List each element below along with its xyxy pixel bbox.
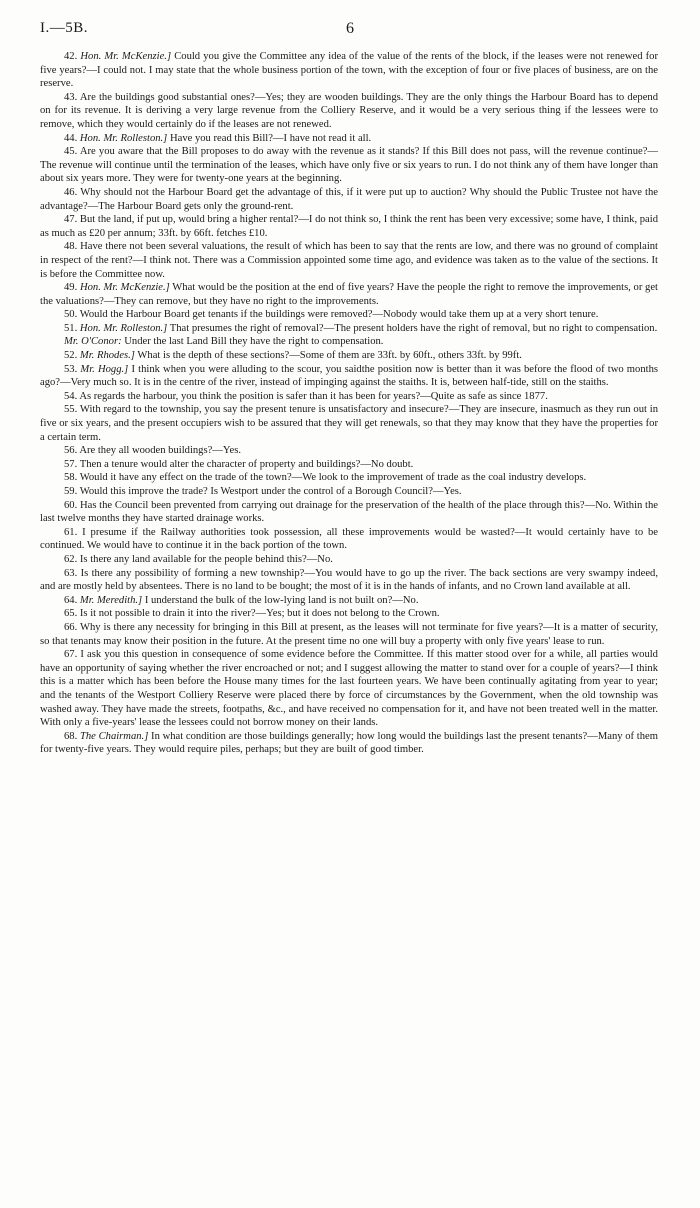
question-number: 64.: [64, 594, 78, 606]
question-number: 48.: [64, 241, 78, 253]
speaker-name: Mr. Meredith.]: [79, 594, 143, 606]
question-paragraph: [40, 499, 658, 526]
question-number: 46.: [64, 186, 78, 198]
question-paragraph: [40, 349, 658, 363]
question-number: 68.: [64, 730, 78, 742]
question-text: Is it not possible to drain it into the river?—Yes; but it does not belong to the Crown.: [79, 608, 440, 620]
question-text: In what condition are those buildings generally; how long would the buildings last the present tenants?—Many of them for twenty-five years. They would require piles, perhaps; but they are built of good timber.: [40, 730, 658, 756]
question-text: Would the Harbour Board get tenants if the buildings were removed?—Nobody would take them up at a very short tenure.: [79, 309, 599, 321]
speaker-name: Mr. Hogg.]: [80, 363, 129, 375]
question-text: Why should not the Harbour Board get the advantage of this, if it were put up to auction? Why should the Public Trustee not have the advantage?—The Harbour Board gets only the ground-rent.: [40, 186, 658, 212]
paper-reference: I.—5B.: [40, 20, 88, 36]
question-number: 50.: [64, 309, 78, 321]
question-number: 45.: [64, 146, 78, 158]
question-paragraph: [40, 458, 658, 472]
question-number: 58.: [64, 472, 78, 484]
question-text: Is there any possibility of forming a new township?—You would have to go up the river. The back sections are very swampy indeed, and are mostly held by absentees. There is no land to be bought; the most of it is in the hands of infants, and no Crown land available at all.: [40, 567, 659, 593]
question-paragraph: [40, 132, 658, 146]
question-text: But the land, if put up, would bring a higher rental?—I do not think so, I think the rent has been very excessive; some have, I think, paid as much as £20 per annum; 33ft. by 66ft. fetches £10.: [40, 214, 658, 239]
question-number: 65.: [64, 608, 78, 620]
question-paragraph: [40, 390, 658, 404]
page-number: 6: [346, 20, 354, 37]
question-number: 59.: [64, 486, 78, 497]
question-paragraph: [40, 567, 658, 594]
question-paragraph: [40, 526, 658, 553]
question-paragraph: [40, 648, 658, 730]
question-number: 42.: [64, 51, 78, 62]
speaker-name: Hon. Mr. McKenzie.]: [80, 51, 172, 62]
question-paragraph: [40, 308, 658, 322]
question-text: Are you aware that the Bill proposes to do away with the revenue as it stands? If this Bill does not pass, will the revenue continue?—The revenue will continue until the termination of the leases, which have only five or six years to run. I do not think any of them have longer than about six years more. They were for twenty-one years at the beginning.: [40, 146, 658, 185]
question-number: 43.: [64, 91, 78, 103]
question-paragraph: [40, 281, 658, 308]
question-text: Why is there any necessity for bringing in this Bill at present, as the leases will not terminate for five years?—It is a matter of security, so that tenants may know their position in the future. At the present time no one will buy a property with only five years' lease to run.: [40, 621, 658, 647]
question-number: 60.: [64, 499, 78, 511]
question-number: 61.: [64, 526, 78, 538]
question-text: Are the buildings good substantial ones?—Yes; they are wooden buildings. They are the only things the Harbour Board has to depend on for its revenue. It is deriving a very large revenue from the Colliery Reserve, and it would be a very serious thing if the lessees were to remove, which they would certainly do if the leases are not renewed.: [40, 91, 658, 130]
question-text: I presume if the Railway authorities took possession, all these improvements would be wasted?—It would certainly have to be continued. We would have to continue it in the back portion of the town.: [40, 526, 658, 552]
question-number: 62.: [64, 553, 78, 565]
question-number: 53.: [64, 363, 78, 375]
question-number: 67.: [64, 649, 78, 661]
question-text: Under the last Land Bill they have the right to compensation.: [124, 336, 384, 348]
page-header: [40, 20, 660, 42]
question-number: 56.: [64, 445, 78, 457]
question-number: 52.: [64, 350, 78, 362]
question-text: Then a tenure would alter the character of property and buildings?—No doubt.: [79, 458, 414, 470]
question-text: That presumes the right of removal?—The present holders have the right of removal, but no right to compensation.: [169, 322, 658, 334]
question-paragraph: [40, 145, 658, 186]
question-text: I understand the bulk of the low-lying land is not built on?—No.: [144, 594, 419, 606]
question-paragraph: [40, 213, 658, 240]
speaker-name: Hon. Mr. Rolleston.]: [79, 132, 168, 144]
question-paragraph: [40, 594, 658, 608]
question-paragraph: [40, 91, 658, 132]
question-number: 49.: [64, 282, 78, 294]
evidence-text: [40, 50, 658, 757]
question-text: Has the Council been prevented from carrying out drainage for the preservation of the health of the place through this?—No. Within the last twelve months they have started drainage works.: [40, 499, 658, 525]
speaker-name: Hon. Mr. Rolleston.]: [79, 322, 168, 334]
question-paragraph: [40, 471, 658, 485]
question-paragraph: [40, 607, 658, 621]
question-number: 47.: [64, 214, 78, 226]
question-text: Could you give the Committee any idea of the value of the rents of the block, if the leases were not renewed for five years?—I could not. I may state that the whole business portion of the town, with the exception of four or five places of business, are on the reserve.: [40, 51, 658, 90]
question-text: Have there not been several valuations, the result of which has been to say that the rents are low, and there was no ground of complaint in respect of the rent?—I think not. There was a Commission appointed some time ago, and evidence was taken as to the value of the sections. It is before the Committee now.: [40, 241, 658, 280]
question-paragraph: [40, 553, 658, 567]
question-text: Is there any land available for the people behind this?—No.: [79, 553, 333, 565]
question-number: 44.: [64, 132, 78, 144]
question-text: Are they all wooden buildings?—Yes.: [79, 445, 241, 457]
question-number: 57.: [64, 458, 78, 470]
question-number: 54.: [64, 390, 78, 402]
question-number: 63.: [64, 567, 78, 579]
question-paragraph: [40, 240, 658, 281]
question-number: 66.: [64, 621, 78, 633]
question-paragraph: [40, 322, 658, 336]
question-number: 55.: [64, 404, 78, 416]
question-paragraph: [40, 621, 658, 648]
question-text: With regard to the township, you say the present tenure is unsatisfactory and insecure?—They are insecure, inasmuch as they run out in five or six years, and the present occupiers wish to be assured that they will get renewals, so that they may know that they have the properties for a certain term.: [40, 404, 658, 443]
question-text: Have you read this Bill?—I have not read it all.: [169, 132, 372, 144]
question-paragraph: [40, 186, 658, 213]
question-paragraph: [40, 444, 658, 458]
question-text: Would this improve the trade? Is Westport under the control of a Borough Council?—Yes.: [79, 486, 462, 497]
question-paragraph: [40, 730, 658, 757]
question-text: I think when you were alluding to the scour, you saidthe position now is better than it was before the flood of two months ago?—Very much so. It is in the centre of the river, instead of impinging against the staiths. It is, between half-tide, still on the staiths.: [40, 363, 658, 389]
question-text: As regards the harbour, you think the position is safer than it has been for years?—Quite as safe as since 1877.: [79, 390, 548, 402]
question-text: I ask you this question in consequence of some evidence before the Committee. If this matter stood over for a while, all parties would have an opportunity of saying whether the river encroached or not; and I suggest allowing the matter to stand over for a couple of years?—I think this is a matter which has been before the House many times for the last fourteen years. We have been continually agitating from year to year; and the tenants of the Westport Colliery Reserve were placed there by force of circumstances by the Government, when the old township was washed away. They have made the streets, footpaths, &c., and have received no compensation for it, and have not been treated well in the matter. With only a five-years' lease the lessees could not borrow money on their lands.: [40, 649, 658, 729]
speaker-name: Mr. Rhodes.]: [79, 350, 135, 362]
question-number: 51.: [64, 322, 78, 334]
question-paragraph: [40, 403, 658, 444]
question-text: What is the depth of these sections?—Some of them are 33ft. by 60ft., others 33ft. by 99ft.: [137, 350, 522, 362]
speaker-name: Mr. O'Conor:: [64, 336, 122, 348]
speaker-name: The Chairman.]: [79, 730, 149, 742]
question-text: Would it have any effect on the trade of the town?—We look to the improvement of trade as the coal industry develops.: [79, 472, 587, 484]
question-text: What would be the position at the end of five years? Have the people the right to remove the improvements, or get the valuations?—They can remove, but they have no right to the improvements.: [40, 282, 658, 307]
speaker-name: Hon. Mr. McKenzie.]: [79, 282, 170, 294]
question-paragraph: [40, 363, 658, 390]
question-paragraph: [40, 335, 658, 349]
question-paragraph: [40, 485, 658, 499]
question-paragraph: [40, 50, 658, 91]
